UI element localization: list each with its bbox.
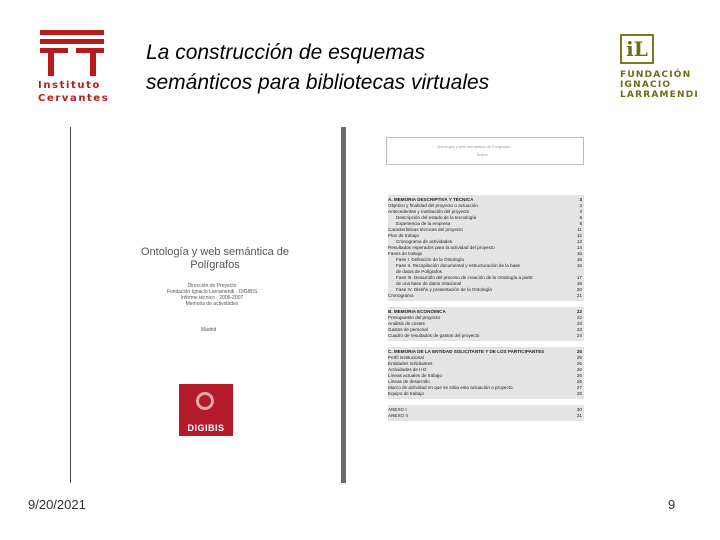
toc-entry-page: 5 bbox=[579, 215, 582, 220]
toc-entry-text: ANEXO I bbox=[388, 407, 407, 412]
larramendi-mark-icon: iL bbox=[620, 34, 654, 64]
toc-entry-text: de una base de datos relacional bbox=[396, 281, 462, 286]
logo-right-line3: LARRAMENDI bbox=[620, 90, 699, 100]
table-of-contents bbox=[388, 195, 584, 427]
toc-entry-page: 15 bbox=[576, 251, 582, 256]
toc-entry-text: Cuadro de resultados de gastos del proyecto bbox=[388, 333, 480, 338]
toc-entry-page: 22 bbox=[576, 309, 582, 314]
toc-entry-page: 22 bbox=[576, 315, 582, 320]
toc-header-line: Índice bbox=[477, 152, 488, 157]
toc-entry-text: C. MEMORIA DE LA ENTIDAD SOLICITANTE Y DE LOS PARTICIPANTES bbox=[388, 349, 545, 354]
toc-header-line: Ontología y web semántica de Polígrafos bbox=[437, 144, 510, 149]
toc-entry-page: 20 bbox=[576, 287, 582, 292]
fundacion-larramendi-logo bbox=[620, 34, 699, 100]
toc-entry-text: Antecedentes y motivación del proyecto bbox=[388, 209, 470, 214]
cover-subtitle-line: Fundación Ignacio Larramendi · DIGIBIS bbox=[166, 289, 258, 295]
toc-entry-page: 24 bbox=[576, 333, 582, 338]
toc-entry-text: A. MEMORIA DESCRIPTIVA Y TÉCNICA bbox=[388, 197, 474, 202]
digibis-wordmark: DIGIBIS bbox=[187, 423, 225, 433]
toc-entry-page: 25 bbox=[576, 361, 582, 366]
logo-left-line2: Cervantes bbox=[38, 93, 110, 104]
cover-subtitle-line: Memoria de actividades bbox=[185, 301, 239, 307]
toc-entry-text: Presupuesto del proyecto bbox=[388, 315, 441, 320]
toc-entry-text: Fase IV. Diseño y presentación de la Ontología bbox=[396, 287, 492, 292]
toc-entry-text: Gastos de personal bbox=[388, 327, 428, 332]
toc-entry-text: Cronograma bbox=[388, 293, 414, 298]
toc-entry-page: 16 bbox=[576, 263, 582, 268]
slide-title bbox=[146, 38, 489, 98]
toc-entry-page: 23 bbox=[576, 321, 582, 326]
title-line-2: semánticos para bibliotecas virtuales bbox=[146, 71, 490, 94]
toc-entry-text: de datos de Polígrafos bbox=[396, 269, 442, 274]
cover-title-line-2: Polígrafos bbox=[190, 259, 240, 271]
toc-entry-page: 15 bbox=[576, 257, 582, 262]
toc-entry-text: Objetivo y finalidad del proyecto o actuación bbox=[388, 203, 478, 208]
toc-entry-text: Líneas de desarrollo bbox=[388, 379, 430, 384]
toc-entry-text: Fase II. Recopilación documental y estructuración de la base bbox=[396, 263, 521, 268]
toc-entry-text: Fase III. Desarrollo del proceso de creación de la Ontología a partir bbox=[396, 275, 533, 280]
toc-entry-page: 31 bbox=[576, 413, 582, 418]
cervantes-mark-icon bbox=[38, 30, 106, 76]
toc-entry-text: Marco de actividad en que se sitúa esta actuación o proyecto bbox=[388, 385, 513, 390]
toc-block bbox=[388, 405, 584, 421]
logo-right-line1: FUNDACIÓN bbox=[620, 70, 692, 80]
toc-entry-text: Equipo de trabajo bbox=[388, 391, 425, 396]
cover-title-line-1: Ontología y web semántica de bbox=[141, 246, 289, 258]
toc-block bbox=[388, 347, 584, 399]
toc-entry-text: Plan de trabajo bbox=[388, 233, 419, 238]
cover-subtitle bbox=[157, 283, 267, 307]
toc-entry-page: 17 bbox=[576, 275, 582, 280]
toc-entry-text: Fases de trabajo bbox=[388, 251, 423, 256]
toc-entry-text: Actividades de I+D bbox=[388, 367, 427, 372]
toc-entry-text: Líneas actuales de trabajo bbox=[388, 373, 442, 378]
cover-place: Madrid bbox=[201, 327, 217, 333]
toc-entry-page: 14 bbox=[576, 245, 582, 250]
toc-header-box bbox=[386, 137, 584, 165]
digibis-logo bbox=[179, 384, 233, 436]
toc-entry-text: Perfil institucional bbox=[388, 355, 424, 360]
document-toc-page bbox=[386, 137, 586, 437]
toc-entry-text: Análisis de costes bbox=[388, 321, 425, 326]
instituto-cervantes-logo bbox=[36, 30, 112, 106]
cover-subtitle-line: Dirección de Proyecto bbox=[187, 283, 237, 289]
toc-entry-page: 3 bbox=[579, 203, 582, 208]
toc-entry-page: 26 bbox=[576, 367, 582, 372]
toc-entry-text: ANEXO II bbox=[388, 413, 408, 418]
toc-entry-page: 30 bbox=[576, 407, 582, 412]
toc-entry-page: 26 bbox=[576, 373, 582, 378]
toc-entry-page: 25 bbox=[576, 355, 582, 360]
toc-block bbox=[388, 195, 584, 301]
toc-entry-page: 3 bbox=[579, 197, 582, 202]
toc-entry-text: Experiencia de la empresa bbox=[396, 221, 451, 226]
toc-entry-text: Descripción del estado de la tecnología bbox=[396, 215, 477, 220]
footer-date: 9/20/2021 bbox=[28, 497, 86, 512]
title-line-1: La construcción de esquemas bbox=[146, 41, 425, 64]
toc-entry bbox=[388, 413, 584, 419]
toc-entry-page: 11 bbox=[577, 227, 582, 232]
toc-entry-text: Características técnicas del proyecto bbox=[388, 227, 464, 232]
toc-entry-text: Fase I. Definición de la Ontología bbox=[396, 257, 464, 262]
toc-block bbox=[388, 307, 584, 341]
cover-title bbox=[125, 246, 305, 272]
toc-entry-page: 12 bbox=[576, 233, 582, 238]
toc-entry-page: 23 bbox=[576, 327, 582, 332]
toc-entry-page: 8 bbox=[579, 221, 582, 226]
toc-entry-text: Cronograma de actividades bbox=[396, 239, 453, 244]
toc-entry-page: 13 bbox=[576, 239, 582, 244]
toc-entry-page: 28 bbox=[576, 391, 582, 396]
logo-left-line1: Instituto bbox=[38, 80, 101, 91]
document-cover-page bbox=[70, 127, 346, 483]
toc-entry-page: 25 bbox=[576, 349, 582, 354]
toc-entry-text: Resultados esperados para la actividad del proyecto bbox=[388, 245, 495, 250]
toc-entry bbox=[388, 293, 584, 299]
toc-entry-page: 26 bbox=[576, 379, 582, 384]
slide-number: 9 bbox=[668, 497, 676, 512]
toc-entry-text: Entidades solicitantes bbox=[388, 361, 433, 366]
toc-entry bbox=[388, 391, 584, 397]
toc-entry-page: 18 bbox=[576, 281, 582, 286]
digibis-ring-icon bbox=[196, 392, 214, 410]
toc-entry-page: 21 bbox=[576, 293, 582, 298]
toc-entry-text: B. MEMORIA ECONÓMICA bbox=[388, 309, 446, 314]
cover-subtitle-line: Informe técnico · 2006-2007 bbox=[180, 295, 244, 301]
toc-entry-page: 4 bbox=[579, 209, 582, 214]
toc-entry-page: 27 bbox=[576, 385, 582, 390]
toc-entry bbox=[388, 333, 584, 339]
logo-right-line2: IGNACIO bbox=[620, 80, 672, 90]
